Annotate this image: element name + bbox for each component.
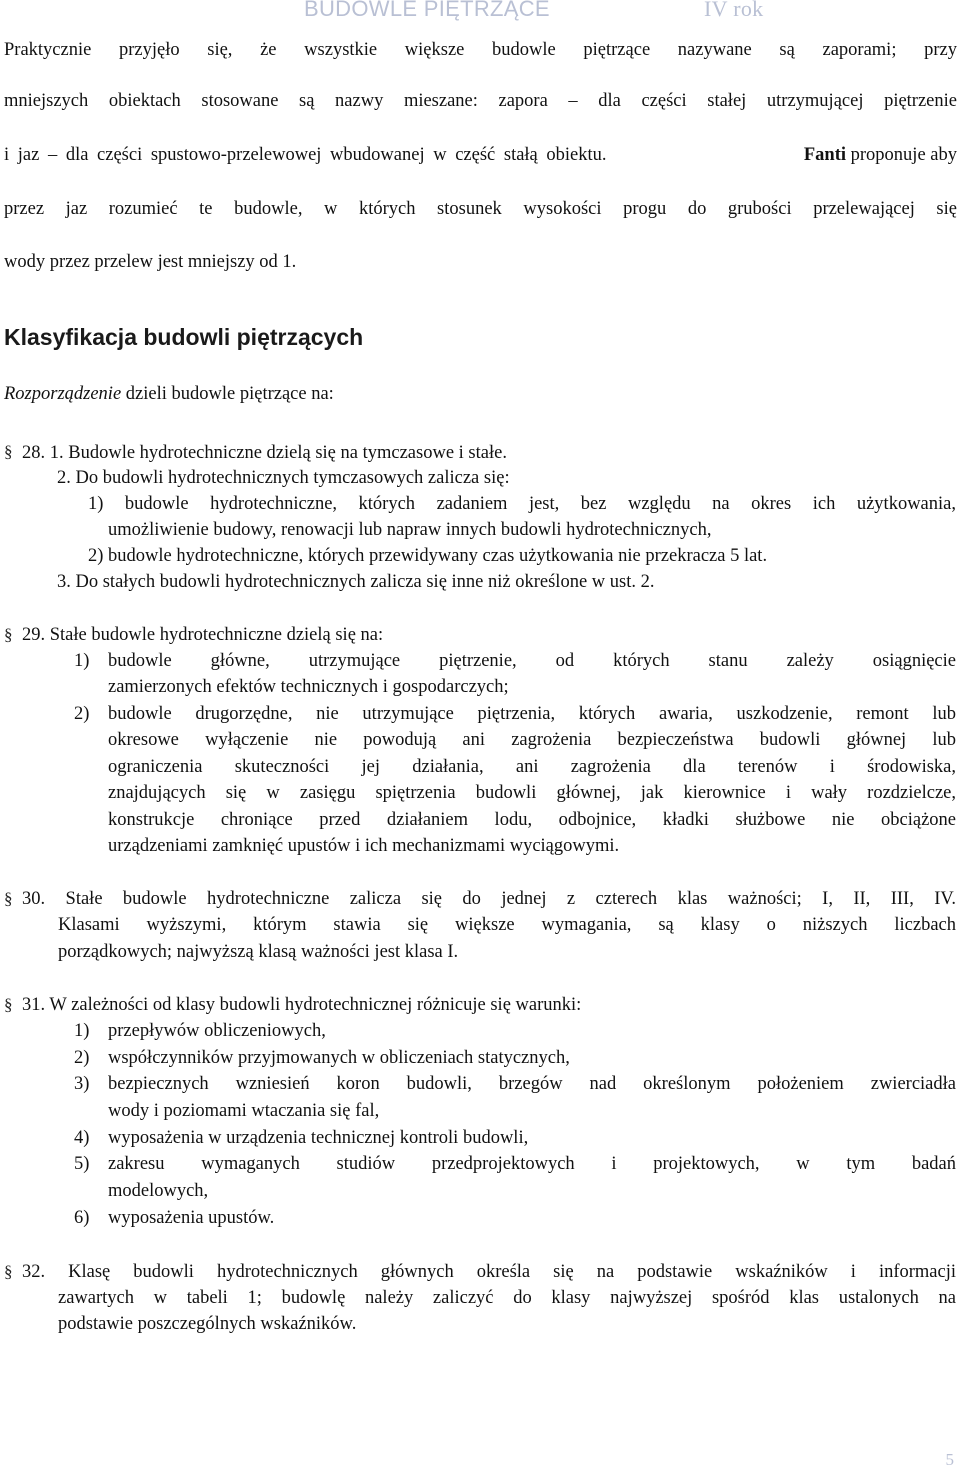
rozporzadzenie-line — [4, 384, 334, 405]
sec30-line: Klasami wyższymi, którym stawia się większe wymagania, są klasy o niższych liczbach — [58, 915, 956, 935]
sec29-item2-line: budowle drugorzędne, nie utrzymujące piętrzenia, których awaria, uszkodzenie, remont lub — [108, 704, 956, 724]
sec29-line1: 29. Stałe budowle hydrotechniczne dzielą się na: — [22, 625, 384, 645]
intro-line-text: i jaz – dla części spustowo-przelewowej wbudowanej w część stałą obiektu. — [4, 145, 607, 165]
sec28-item2: 2) budowle hydrotechniczne, których przewidywany czas użytkowania nie przekracza 5 lat. — [88, 546, 768, 566]
sec29-item1-num: 1) — [74, 651, 90, 671]
sec29-item2-line: okresowe wyłączenie nie powodują ani zagrożenia bezpieczeństwa budowli głównej lub — [108, 730, 956, 750]
sec31-item: współczynników przyjmowanych w obliczeniach statycznych, — [108, 1048, 570, 1068]
sec28-line3: 3. Do stałych budowli hydrotechnicznych zalicza się inne niż określone w ust. 2. — [57, 572, 655, 592]
paragraph-mark: § — [4, 995, 13, 1014]
header-title: BUDOWLE PIĘTRZĄCE — [304, 0, 550, 21]
sec31-item-num: 6) — [74, 1208, 90, 1228]
sec28-line1: 28. 1. Budowle hydrotechniczne dzielą się na tymczasowe i stałe. — [22, 443, 507, 463]
sec31-item: bezpiecznych wzniesień koron budowli, brzegów nad określonym położeniem zwierciadła — [108, 1074, 956, 1094]
intro-line — [4, 143, 957, 167]
sec28-item1-cont: umożliwienie budowy, renowacji lub napraw innych budowli hydrotechnicznych, — [108, 520, 712, 540]
intro-line: mniejszych obiektach stosowane są nazwy mieszane: zapora – dla części stałej utrzymującej piętrzenie — [4, 91, 957, 111]
fanti-rest: proponuje aby — [846, 145, 957, 165]
intro-line: Praktycznie przyjęło się, że wszystkie większe budowle piętrzące nazywane są zaporami; przy — [4, 40, 957, 60]
paragraph-mark: § — [4, 625, 13, 644]
intro-line: przez jaz rozumieć te budowle, w których stosunek wysokości progu do grubości przelewającej się — [4, 199, 957, 219]
sec29-item2-line: konstrukcje chroniące przed działaniem lodu, odbojnice, kładki służbowe nie obciążone — [108, 810, 956, 830]
sec31-item-cont: wody i poziomami wtaczania się fal, — [108, 1101, 380, 1121]
sec31-item-num: 3) — [74, 1074, 90, 1094]
header-year: IV rok — [704, 0, 764, 21]
sec32-line: podstawie poszczególnych wskaźników. — [58, 1314, 357, 1334]
sec28-item1: 1) budowle hydrotechniczne, których zadaniem jest, bez względu na okres ich użytkowania, — [88, 494, 956, 514]
sec30-line: porządkowych; najwyższą klasą ważności jest klasa I. — [58, 942, 459, 962]
sec29-item2-num: 2) — [74, 704, 90, 724]
sec31-item: zakresu wymaganych studiów przedprojektowych i projektowych, w tym badań — [108, 1154, 956, 1174]
sec32-line: 32. Klasę budowli hydrotechnicznych głównych określa się na podstawie wskaźników i informacji — [22, 1262, 956, 1282]
paragraph-mark: § — [4, 1262, 13, 1281]
intro-line: wody przez przelew jest mniejszy od 1. — [4, 252, 297, 272]
rozporzadzenie-italic: Rozporządzenie — [4, 384, 122, 404]
rozporzadzenie-rest: dzieli budowle piętrzące na: — [121, 384, 334, 404]
fanti-name: Fanti — [803, 145, 847, 165]
sec29-item2-line: urządzeniami zamknięć upustów i ich mechanizmami wyciągowymi. — [108, 836, 620, 856]
sec28-line2: 2. Do budowli hydrotechnicznych tymczasowych zalicza się: — [57, 468, 510, 488]
sec31-item: wyposażenia w urządzenia technicznej kontroli budowli, — [108, 1128, 529, 1148]
intro-fanti — [804, 143, 957, 167]
paragraph-mark: § — [4, 889, 13, 908]
sec29-item1-cont: zamierzonych efektów technicznych i gospodarczych; — [108, 677, 509, 697]
sec31-item-num: 5) — [74, 1154, 90, 1174]
sec29-item1: budowle główne, utrzymujące piętrzenie, od których stanu zależy osiągnięcie — [108, 651, 956, 671]
page-header — [0, 0, 960, 26]
sec31-item: przepływów obliczeniowych, — [108, 1021, 326, 1041]
page-number: 5 — [945, 1450, 954, 1469]
sec32-line: zawartych w tabeli 1; budowlę należy zaliczyć do klasy najwyższej spośród klas ustalonych na — [58, 1288, 956, 1308]
sec31-item-num: 2) — [74, 1048, 90, 1068]
sec30-line: 30. Stałe budowle hydrotechniczne zalicza się do jednej z czterech klas ważności; I, II, III, IV. — [22, 889, 956, 909]
sec29-item2-line: ograniczenia skuteczności jej działania, ani zagrożenia dla terenów i środowiska, — [108, 757, 956, 777]
sec31-item-num: 1) — [74, 1021, 90, 1041]
sec31-line1: 31. W zależności od klasy budowli hydrotechnicznej różnicuje się warunki: — [22, 995, 582, 1015]
sec29-item2-line: znajdujących się w zasięgu spiętrzenia budowli głównej, jak kierownice i wały rozdzielcze, — [108, 783, 956, 803]
paragraph-mark: § — [4, 442, 13, 461]
sec31-item-cont: modelowych, — [108, 1181, 209, 1201]
sec31-item: wyposażenia upustów. — [108, 1208, 275, 1228]
section-heading: Klasyfikacja budowli piętrzących — [4, 324, 364, 350]
sec31-item-num: 4) — [74, 1128, 90, 1148]
